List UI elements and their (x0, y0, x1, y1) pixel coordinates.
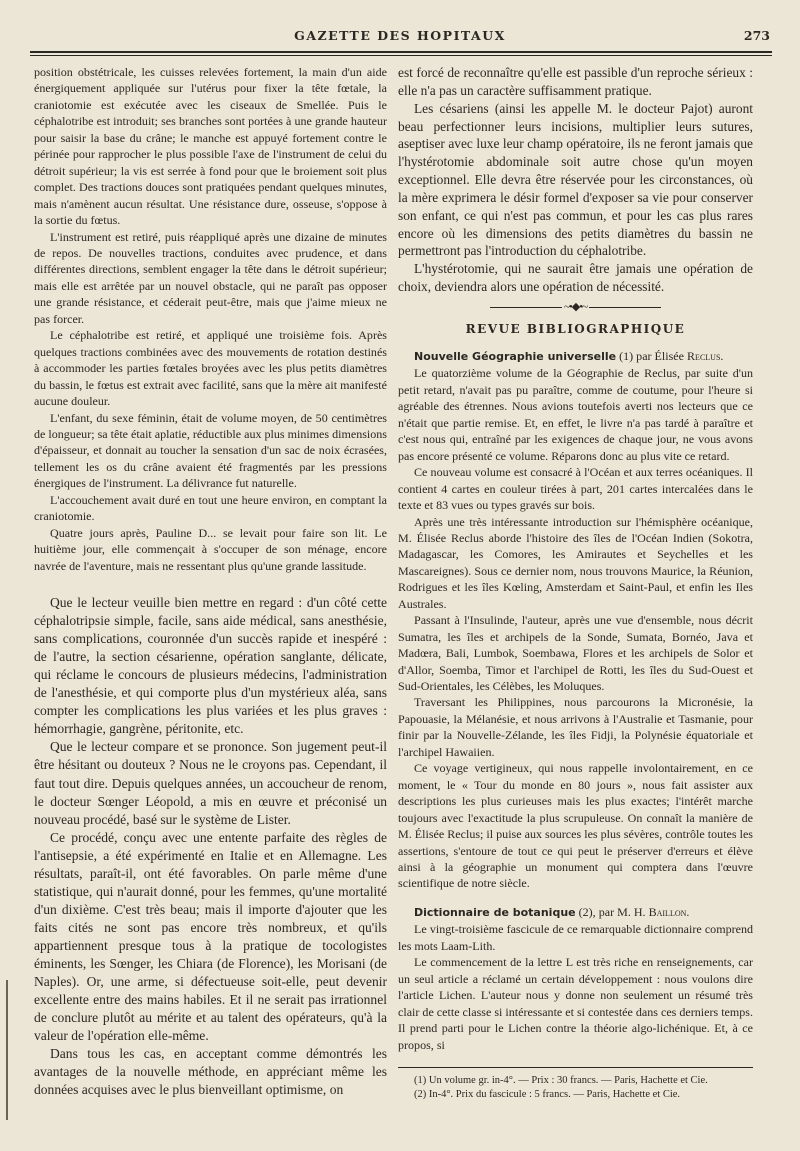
paragraph: Ce nouveau volume est consacré à l'Océan et aux terres océaniques. Il contient 4 cartes en couleur tirées à part, 201 cartes intercalées dans le texte et 83 vues ou types gravés sur bois. (398, 465, 753, 513)
book-review-geographie (398, 348, 753, 892)
section-divider-ornament (398, 296, 753, 318)
paragraph: Dans tous les cas, en acceptant comme démontrés les avantages de la nouvelle méthode, en appréciant même les données acquises avec le plus bienveillant optimisme, on (34, 1046, 387, 1098)
paragraph: Le vingt-troisième fascicule de ce remarquable dictionnaire comprend les mots Laam-Lith. (398, 922, 753, 953)
paragraph: L'enfant, du sexe féminin, était de volume moyen, de 50 centimètres de longueur; sa tête était aplatie, réductible aux plus minimes dimensions d'épaisseur, et donnait au toucher la sensation d'un sac de noix écrasées, tellement les os du crâne avaient été fragmentés par les pressions énergiques de l'instrument. La délivrance fut naturelle. (34, 410, 387, 491)
header-rule-thin (30, 55, 772, 56)
book-title: Nouvelle Géographie universelle (414, 349, 617, 363)
conclusion-section (398, 64, 753, 296)
book-note: (2), par M. H. (578, 904, 646, 919)
paragraph: Après une très intéressante introduction sur l'hémisphère océanique, M. Élisée Reclus aborde l'histoire des îles de l'Océan Indien (Sokotra, Madagascar, les Comores, les Amirautes et Seychelles et les Mascareignes). Sous ce dernier nom, nous trouvons Maurice, la Réunion, Rodrigues et les îles Kœling, Amsterdam et Saint-Paul, et enfin les Iles Australes. (398, 514, 753, 611)
book-heading (398, 348, 753, 365)
book-author: Reclus. (687, 348, 724, 363)
paragraph: L'hystérotomie, qui ne saurait être jamais une opération de choix, deviendra alors une opération de nécessité. (398, 261, 753, 295)
page-header (30, 28, 770, 50)
book-heading (398, 904, 753, 921)
footnote: (2) In-4°. Prix du fascicule : 5 francs. — Paris, Hachette et Cie. (414, 1089, 681, 1100)
case-report-section (34, 64, 387, 574)
book-review-botanique (398, 904, 753, 1053)
paragraph: Le quatorzième volume de la Géographie de Reclus, par suite d'un petit retard, n'avait pas pu paraître, comme de coutume, pour l'heure si agréable des étrennes. Nous avions toutefois averti nos lecteurs que ce n'était que partie remise. Et, en effet, le livre n'a pas tardé à paraître et c'est nous qui, entraîné par les exigences de chaque jour, ne vous avons pas encore présenté ce volume. Réparons donc au plus vite ce retard. (398, 366, 753, 463)
paragraph: Que le lecteur compare et se prononce. Son jugement peut-il être hésitant ou douteux ? Nous ne le croyons pas. Cependant, il faut tout dire. Depuis quelques années, un accoucheur de renom, le docteur Sœnger Léopold, a mis en œuvre et préconisé un nouveau procédé, basé sur le système de Lister. (34, 739, 387, 827)
footnote-rule (398, 1067, 753, 1068)
divider-line (490, 307, 562, 308)
divider-glyph: ~•◆•~ (563, 300, 588, 313)
page-edge-mark (6, 980, 8, 1120)
header-title: GAZETTE DES HOPITAUX (294, 28, 506, 43)
section-gap (34, 574, 387, 594)
paragraph: Ce voyage vertigineux, qui nous rappelle involontairement, en ce moment, le « Tour du monde en 80 jours », nous fait assister aux descriptions les plus curieuses mais les plus exactes; l'intérêt marche toujours avec l'exactitude la plus scrupuleuse. On connaît la manière de M. Élisée Reclus; il puise aux sources les plus sévères, contrôle toutes les assertions, s'entoure de tout ce qui peut le préserver d'erreurs et élève ainsi à la géographie un monument qui comptera dans l'œuvre scientifique de notre siècle. (398, 761, 753, 891)
paragraph: est forcé de reconnaître qu'elle est passible d'un reproche sérieux : elle n'a pas un caractère suffisamment pratique. (398, 65, 753, 98)
discussion-section (34, 594, 387, 1099)
paragraph: Passant à l'Insulinde, l'auteur, après une vue d'ensemble, nous décrit Sumatra, les îles et archipels de la Sonde, Sumata, Bornéo, Java et Madœra, Bali, Lumbok, Soembawa, Flores et les archipels de Solor et d'Allor, Soemba, Timor et l'archipel de Rotti, les îles du Sud-Ouest et Sud-Orientales, les Célèbes, les Moluques. (398, 613, 753, 694)
paragraph: Le céphalotribe est retiré, et appliqué une troisième fois. Après quelques tractions combinées avec des mouvements de rotation destinés à accommoder les parties fœtales broyées avec les plus petits diamètres du bassin, le fœtus est extrait avec facilité, sans que la mère ait manifesté aucune douleur. (34, 328, 387, 409)
divider-line (589, 307, 661, 308)
paragraph: Le commencement de la lettre L est très riche en renseignements, car un seul article a réclamé un certain développement : nous voulons dire l'article Lichen. L'auteur nous y donne non seulement un résumé très clair de cette classe si intéressante et si contestée dans ces derniers temps. Il prend parti pour le Lichen contre la théorie algo-lichénique. Et, à ce propos, si (398, 955, 753, 1052)
footnote: (1) Un volume gr. in-4°. — Prix : 30 francs. — Paris, Hachette et Cie. (414, 1075, 708, 1086)
paragraph: Les césariens (ainsi les appelle M. le docteur Pajot) auront beau perfectionner leurs incisions, multiplier leurs sutures, aseptiser avec luxe leur champ opératoire, ils ne feront jamais que l'hystérotomie abdominale soit autre chose qu'un moyen exceptionnel. Elle devra être réservée pour les circonstances, où la mère exprimera le désir formel d'exposer sa vie pour conserver son enfant, ce qui n'est pas commun, et pour les cas plus rares encore où les dimensions des petits diamètres du bassin ne permettront pas l'introduction du céphalotribe. (398, 100, 753, 259)
left-column (34, 64, 387, 1099)
book-note: (1) par Élisée (619, 348, 684, 363)
paragraph: Ce procédé, conçu avec une entente parfaite des règles de l'antisepsie, a été expérimenté en Italie et en Allemagne. Les résultats, paraît-il, ont été favorables. On parle même d'une statistique, qui n'aurait donné, pour les femmes, qu'une mortalité d'un dixième. C'est très beau; mais il importe d'ajouter que les faits cités ne sont pas encore très nombreux, et qu'ils appartiennent presque tous à la pratique de tocologistes éminents, les Sœnger, les Chiara (de Florence), les Morisani (de Naples). Or, une arme, si défectueuse soit-elle, peut devenir excellente entre des mains habiles. Et il ne serait pas irrationnel de conclure plutôt au mérite et au talent des opérateurs, qu'à la valeur de l'opération elle-même. (34, 829, 387, 1044)
paragraph: Que le lecteur veuille bien mettre en regard : d'un côté cette céphalotripsie simple, facile, sans aide médical, sans anesthésie, sans complications, couronnée d'un succès rapide et inespéré : de l'autre, la section césarienne, opération sanglante, délicate, qui réclame le concours de plusieurs médecins, l'administration de l'anesthésie, et qui comporte plus d'un mystérieux aléa, sans compter les complications les plus variées et les plus graves : hémorrhagie, gangrène, péritonite, etc. (34, 595, 387, 737)
paragraph: L'instrument est retiré, puis réappliqué après une dizaine de minutes de repos. De nouvelles tractions, conduites avec prudence, et dans différentes directions, semblent engager la tête dans le détroit supérieur; mais elle est arrêtée par un nouvel obstacle, qui ne paraît pas opposer une grande résistance, et céderait peut-être, mais que j'aime mieux ne pas forcer. (34, 229, 387, 326)
book-title: Dictionnaire de botanique (414, 905, 576, 919)
paragraph: Quatre jours après, Pauline D... se levait pour faire son lit. Le huitième jour, elle commençait à s'occuper de son ménage, encore navrée de l'aventure, mais ne ressentant plus qu'une grande lassitude. (34, 525, 387, 573)
paragraph: position obstétricale, les cuisses relevées fortement, la main d'un aide énergiquement appliquée sur l'utérus pour fixer la tête fœtale, la craniotomie est exécutée avec les ciseaux de Smellée. Puis le céphalotribe est introduit; ses branches sont portées à une grande hauteur pour saisir la base du crâne; le manche est appuyé fortement contre le périnée pour rapprocher le plus possible l'axe de l'instrument de celui du détroit supérieur; la vis est serrée à fond pour que le broiement soit plus complet. Des tractions douces sont pratiquées pendant quelques minutes, mais n'amènent aucun résultat. Une résistance dure, osseuse, s'oppose à la sortie du fœtus. (34, 65, 387, 228)
right-column (398, 64, 753, 1102)
page-number: 273 (743, 28, 770, 43)
paragraph: L'accouchement avait duré en tout une heure environ, en comptant la craniotomie. (34, 492, 387, 524)
section-title: REVUE BIBLIOGRAPHIQUE (465, 321, 686, 336)
header-rule-thick (30, 51, 772, 53)
paragraph: Traversant les Philippines, nous parcourons la Micronésie, la Papouasie, la Mélanésie, et nous arrivons à l'Australie et Tasmanie, pour finir par la Nouvelle-Zélande, les îles Fidji, la Polynésie équatoriale et l'archipel Hawaiien. (398, 695, 753, 759)
book-author: Baillon. (648, 904, 690, 919)
